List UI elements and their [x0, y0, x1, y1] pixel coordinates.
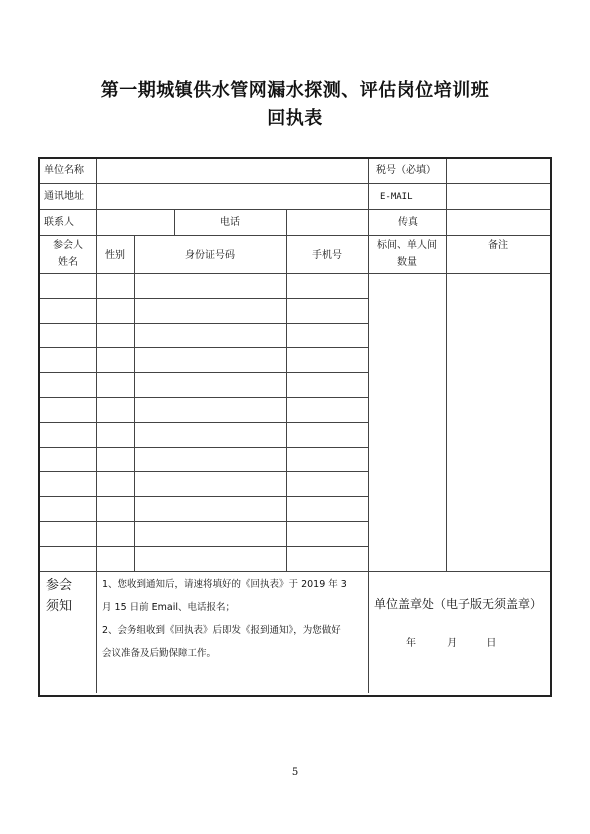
label-attendee-name-line1: 参会人 — [53, 240, 83, 251]
date-year: 年 — [406, 638, 416, 649]
form-title: 第一期城镇供水管网漏水探测、评估岗位培训班 — [100, 80, 490, 101]
attendee-row-line — [40, 347, 368, 348]
seal-area-label: 单位盖章处（电子版无须盖章） — [374, 597, 543, 611]
label-mobile: 手机号 — [312, 250, 342, 261]
attendee-row-line — [40, 496, 368, 497]
col-line — [96, 159, 97, 183]
attendee-row-line — [40, 397, 368, 398]
col-line — [174, 209, 175, 235]
row-line — [40, 209, 550, 210]
label-phone: 电话 — [220, 217, 240, 228]
row-line — [40, 235, 550, 236]
label-tax-no: 税号（必填） — [376, 165, 436, 176]
page-number: 5 — [291, 767, 299, 778]
label-remarks: 备注 — [488, 240, 508, 251]
label-gender: 性别 — [105, 250, 125, 261]
notice-line: 会议准备及后勤保障工作。 — [102, 648, 217, 659]
registration-form — [38, 157, 552, 697]
attendee-row-line — [40, 298, 368, 299]
row-line — [40, 183, 550, 184]
attendee-row-line — [40, 372, 368, 373]
row-line — [40, 571, 550, 572]
attendee-row-line — [40, 546, 368, 547]
notice-text — [102, 573, 364, 665]
notice-line: 月 15 日前 Email、电话报名； — [102, 602, 236, 613]
notice-line: 2、会务组收到《回执表》后即发《报到通知》，为您做好 — [102, 625, 341, 636]
label-room-line2: 数量 — [397, 257, 417, 268]
date-month: 月 — [447, 638, 458, 649]
label-notice-line1: 参会 — [46, 578, 73, 593]
label-id-no: 身份证号码 — [185, 250, 235, 261]
col-line — [134, 235, 135, 571]
label-address: 通讯地址 — [44, 191, 84, 202]
col-line — [286, 209, 287, 571]
attendee-row-line — [40, 471, 368, 472]
row-line — [40, 273, 550, 274]
date-day: 日 — [486, 638, 497, 649]
label-room — [368, 239, 446, 270]
col-line — [96, 235, 97, 693]
label-attendee-name — [40, 239, 96, 270]
attendee-row-line — [40, 323, 368, 324]
col-line — [96, 183, 97, 209]
label-notice — [46, 575, 92, 617]
label-room-line1: 标间、单人间 — [377, 240, 437, 251]
col-line — [96, 209, 97, 235]
date-line — [406, 637, 536, 651]
form-subtitle: 回执表 — [267, 108, 323, 129]
attendee-row-line — [40, 447, 368, 448]
notice-line: 1、您收到通知后，请速将填好的《回执表》于 2019 年 3 — [102, 579, 347, 590]
attendee-row-line — [40, 422, 368, 423]
label-notice-line2: 须知 — [46, 599, 73, 614]
label-email: E-MAIL — [380, 192, 413, 202]
label-fax: 传真 — [398, 217, 418, 228]
label-contact: 联系人 — [44, 217, 74, 228]
col-line — [446, 159, 447, 571]
attendee-row-line — [40, 521, 368, 522]
label-unit-name: 单位名称 — [44, 165, 84, 176]
label-attendee-name-line2: 姓名 — [58, 257, 78, 268]
